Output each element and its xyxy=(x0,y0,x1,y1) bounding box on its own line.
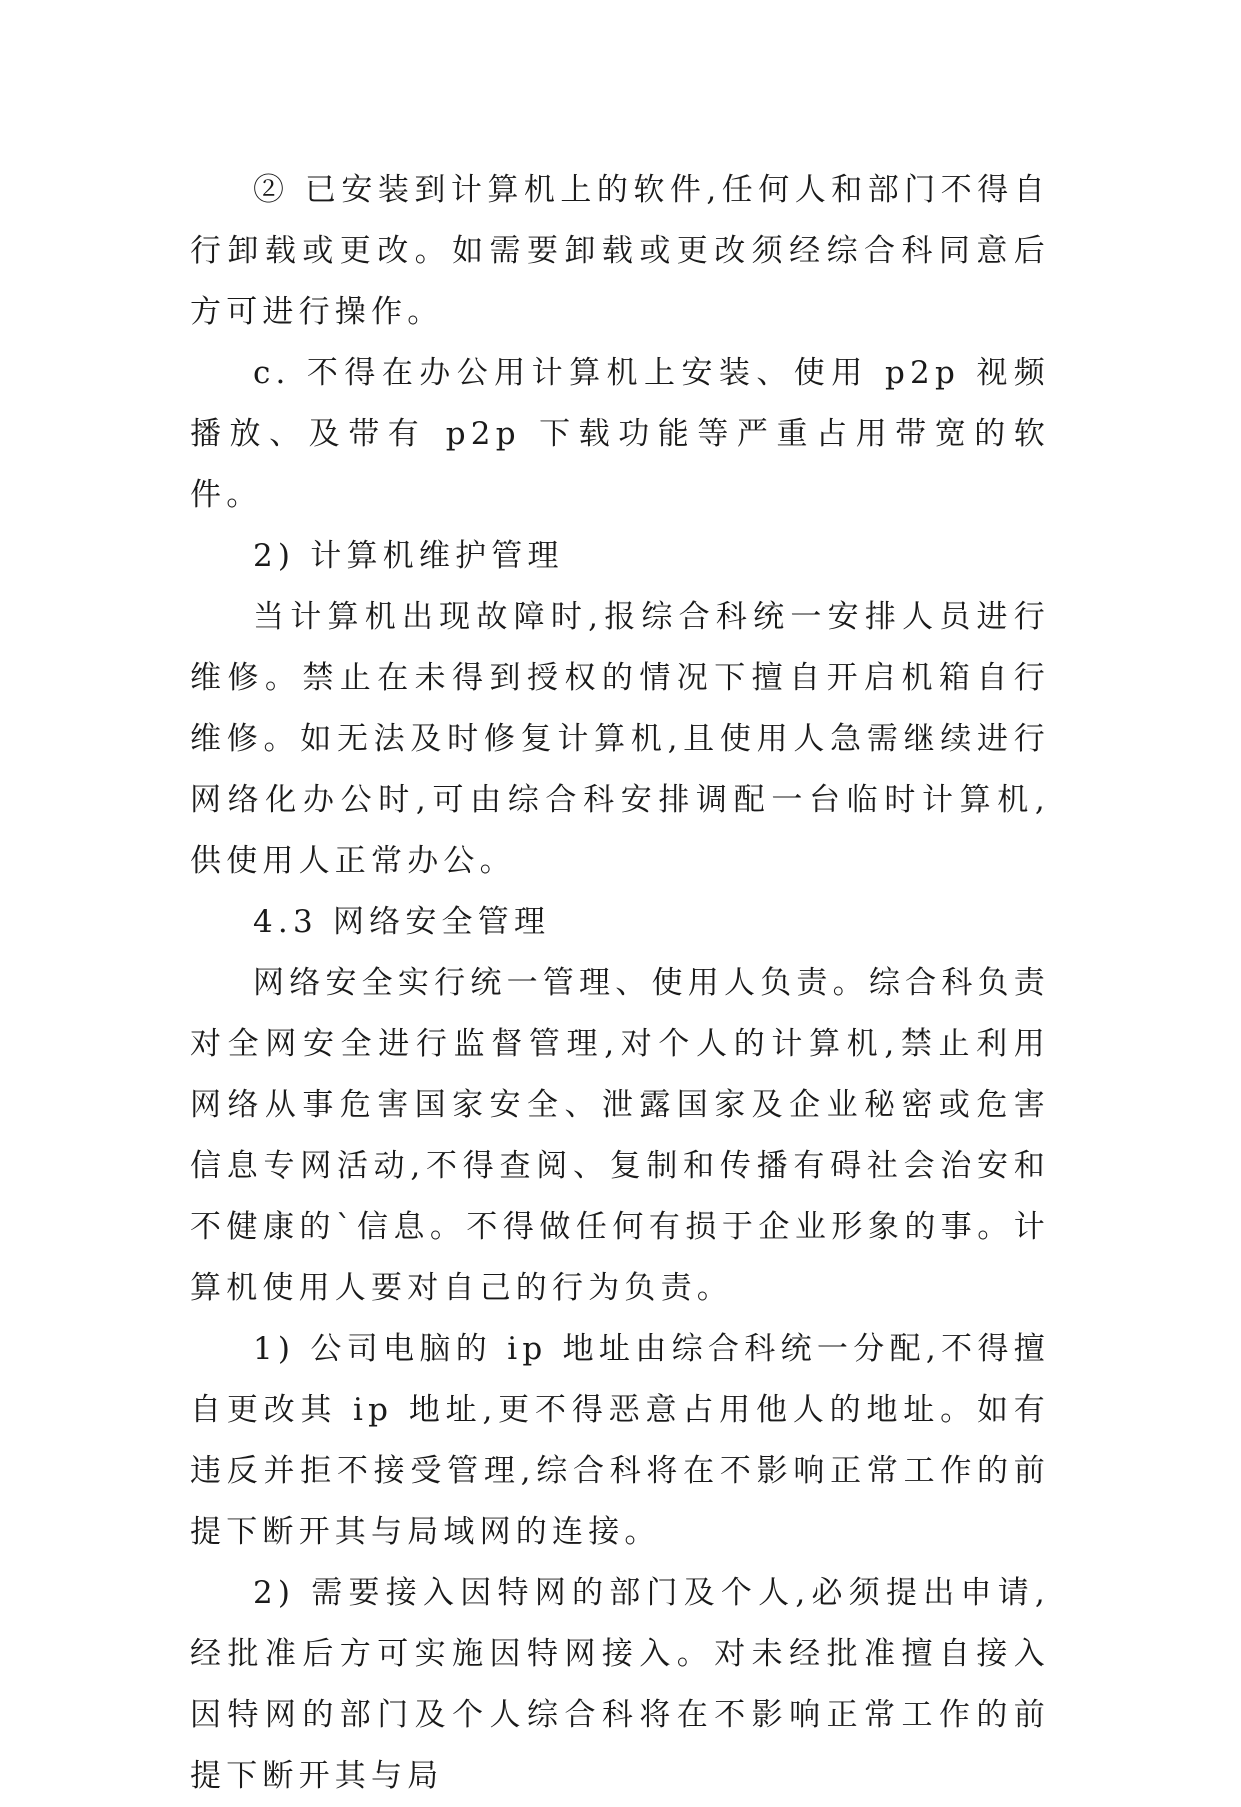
paragraph-ip-address-rules: 1) 公司电脑的 ip 地址由综合科统一分配,不得擅自更改其 ip 地址,更不得恶意占用他人的地址。如有违反并拒不接受管理,综合科将在不影响正常工作的前提下断开其与局域网的连接。 xyxy=(190,1331,1050,1550)
paragraph-network-security-rules: 网络安全实行统一管理、使用人负责。综合科负责对全网安全进行监督管理,对个人的计算机,禁止利用网络从事危害国家安全、泄露国家及企业秘密或危害信息专网活动,不得查阅、复制和传播有碍社会治安和不健康的`信息。不得做任何有损于企业形象的事。计算机使用人要对自己的行为负责。 xyxy=(190,965,1050,1306)
document-body xyxy=(190,160,1050,1807)
heading-computer-maintenance: 2) 计算机维护管理 xyxy=(253,538,564,574)
paragraph-maintenance-rules: 当计算机出现故障时,报综合科统一安排人员进行维修。禁止在未得到授权的情况下擅自开启机箱自行维修。如无法及时修复计算机,且使用人急需继续进行网络化办公时,可由综合科安排调配一台临时计算机,供使用人正常办公。 xyxy=(190,599,1050,879)
paragraph-p2p-software: c. 不得在办公用计算机上安装、使用 p2p 视频播放、及带有 p2p 下载功能等严重占用带宽的软件。 xyxy=(190,355,1050,513)
paragraph-software-uninstall: ② 已安装到计算机上的软件,任何人和部门不得自行卸载或更改。如需要卸载或更改须经综合科同意后方可进行操作。 xyxy=(190,172,1050,330)
heading-network-security: 4.3 网络安全管理 xyxy=(253,904,551,940)
paragraph-internet-access-rules: 2) 需要接入因特网的部门及个人,必须提出申请,经批准后方可实施因特网接入。对未经批准擅自接入因特网的部门及个人综合科将在不影响正常工作的前提下断开其与局 xyxy=(190,1575,1050,1794)
